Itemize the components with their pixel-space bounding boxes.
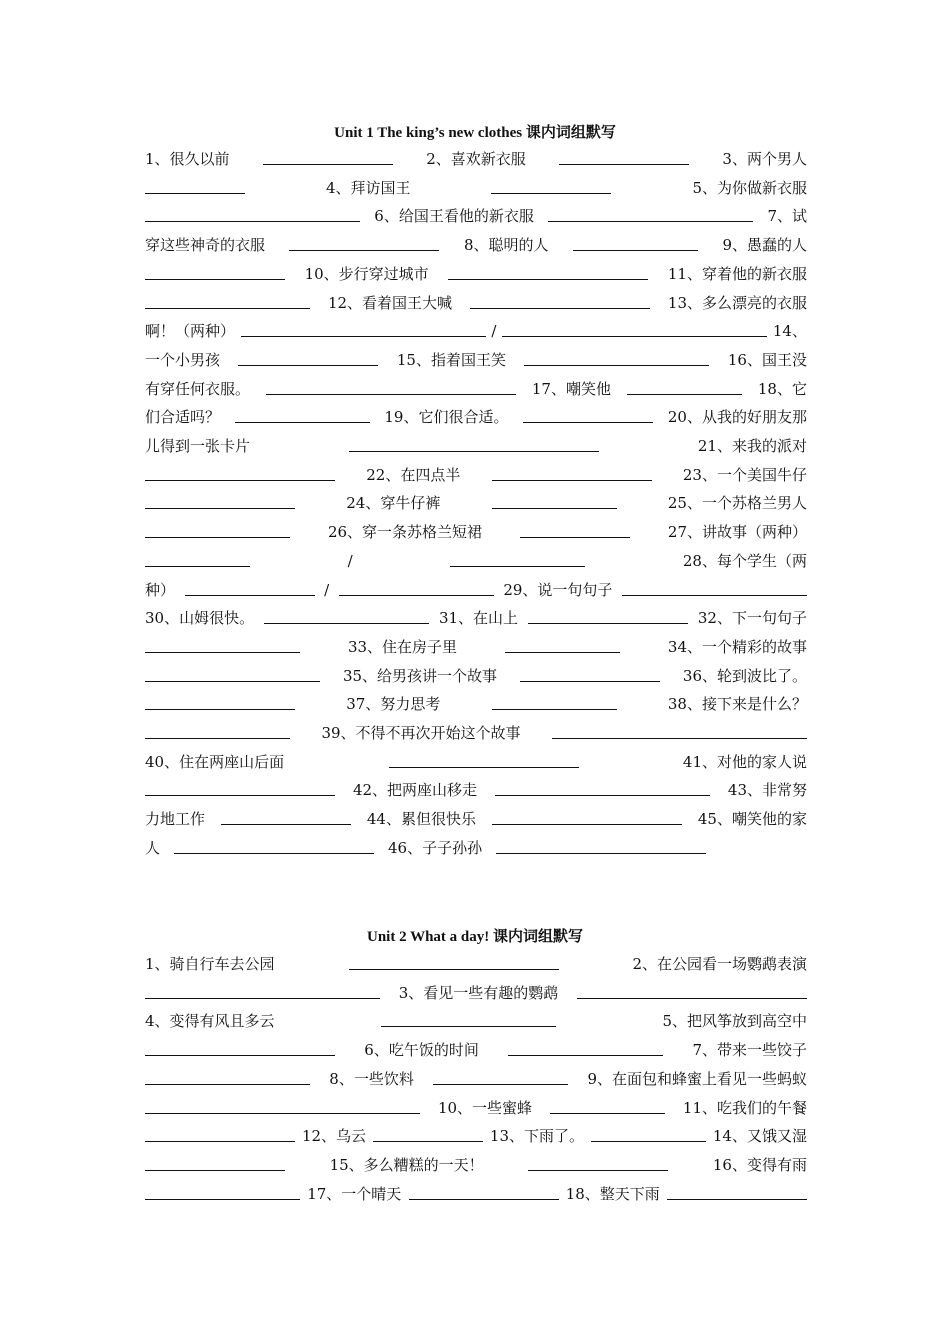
exercise-prompt: 36、轮到波比了。 xyxy=(682,666,807,685)
exercise-line xyxy=(145,1183,807,1205)
exercise-prompt: 12、看着国王大喊 xyxy=(327,293,453,312)
exercise-prompt: 12、乌云 xyxy=(301,1127,367,1146)
answer-blank[interactable] xyxy=(505,636,620,653)
unit1-title: Unit 1 The king’s new clothes 课内词组默写 xyxy=(334,125,616,141)
answer-blank[interactable] xyxy=(266,378,516,395)
exercise-prompt: 20、从我的好朋友那 xyxy=(667,408,807,427)
exercise-prompt: 15、多么糟糕的一天！ xyxy=(329,1155,484,1174)
answer-blank[interactable] xyxy=(145,1125,295,1142)
exercise-prompt: 4、变得有风且多云 xyxy=(145,1012,275,1031)
exercise-line xyxy=(145,263,807,285)
answer-blank[interactable] xyxy=(145,665,320,682)
exercise-prompt: 42、把两座山移走 xyxy=(352,781,478,800)
answer-blank[interactable] xyxy=(591,1125,706,1142)
exercise-prompt: 39、不得不再次开始这个故事 xyxy=(321,724,521,742)
exercise-prompt: 46、子子孙孙 xyxy=(388,838,483,857)
answer-blank[interactable] xyxy=(492,464,652,481)
exercise-prompt: 35、给男孩讲一个故事 xyxy=(342,666,498,685)
exercise-prompt: 25、一个苏格兰男人 xyxy=(667,494,807,513)
exercise-line xyxy=(145,837,807,859)
answer-blank[interactable] xyxy=(221,808,351,825)
answer-blank[interactable] xyxy=(508,1039,663,1056)
exercise-line xyxy=(145,722,807,744)
answer-blank[interactable] xyxy=(667,1183,807,1200)
exercise-line xyxy=(145,1010,807,1032)
exercise-prompt: 24、穿牛仔裤 xyxy=(346,494,441,513)
exercise-line xyxy=(145,953,807,975)
answer-blank[interactable] xyxy=(409,1183,559,1200)
answer-blank[interactable] xyxy=(145,1039,335,1056)
answer-blank[interactable] xyxy=(349,435,599,452)
answer-blank[interactable] xyxy=(622,579,807,596)
exercise-prompt: 14、又饿又湿 xyxy=(712,1127,807,1146)
answer-blank[interactable] xyxy=(528,1154,668,1171)
exercise-prompt: 有穿任何衣服。 xyxy=(145,379,251,398)
exercise-prompt: / xyxy=(347,551,353,570)
exercise-line xyxy=(145,234,807,256)
exercise-prompt: 11、吃我们的午餐 xyxy=(682,1098,807,1117)
answer-blank[interactable] xyxy=(145,492,295,509)
exercise-prompt: 23、一个美国牛仔 xyxy=(682,465,807,484)
exercise-prompt: 31、在山上 xyxy=(438,609,519,628)
exercise-prompt: 45、嘲笑他的家 xyxy=(697,810,807,829)
exercise-prompt: 10、步行穿过城市 xyxy=(304,264,429,283)
answer-blank[interactable] xyxy=(238,349,378,366)
answer-blank[interactable] xyxy=(491,177,611,194)
answer-blank[interactable] xyxy=(145,521,290,538)
exercise-prompt: 3、两个男人 xyxy=(722,150,807,168)
answer-blank[interactable] xyxy=(573,234,698,251)
answer-blank[interactable] xyxy=(492,492,617,509)
exercise-prompt: 13、多么漂亮的衣服 xyxy=(667,293,807,312)
answer-blank[interactable] xyxy=(349,953,559,970)
exercise-prompt: 力地工作 xyxy=(145,810,206,829)
exercise-line xyxy=(145,1125,807,1147)
exercise-line xyxy=(145,320,807,342)
answer-blank[interactable] xyxy=(381,1010,556,1027)
exercise-prompt: 8、聪明的人 xyxy=(463,236,549,255)
answer-blank[interactable] xyxy=(145,1068,310,1085)
exercise-prompt: 14、 xyxy=(772,322,807,341)
exercise-line xyxy=(145,292,807,314)
answer-blank[interactable] xyxy=(145,693,295,710)
exercise-prompt: 34、一个精彩的故事 xyxy=(667,637,807,656)
exercise-prompt: 44、累但很快乐 xyxy=(366,810,476,829)
answer-blank[interactable] xyxy=(145,205,360,222)
exercise-line xyxy=(145,492,807,514)
answer-blank[interactable] xyxy=(495,779,710,796)
answer-blank[interactable] xyxy=(502,320,767,337)
answer-blank[interactable] xyxy=(145,263,285,280)
exercise-line xyxy=(145,636,807,658)
answer-blank[interactable] xyxy=(235,406,370,423)
exercise-line xyxy=(145,148,807,170)
exercise-line xyxy=(145,982,807,1004)
answer-blank[interactable] xyxy=(241,320,486,337)
exercise-prompt: 一个小男孩 xyxy=(145,350,221,369)
exercise-prompt: 21、来我的派对 xyxy=(697,437,807,455)
exercise-line xyxy=(145,1039,807,1061)
exercise-line xyxy=(145,378,807,400)
exercise-line xyxy=(145,665,807,687)
answer-blank[interactable] xyxy=(389,751,579,768)
exercise-line xyxy=(145,1068,807,1090)
exercise-prompt: 15、指着国王笑 xyxy=(396,350,506,369)
exercise-prompt: 1、很久以前 xyxy=(145,150,230,168)
answer-blank[interactable] xyxy=(520,521,630,538)
exercise-line xyxy=(145,177,807,199)
exercise-prompt: 18、它 xyxy=(757,379,807,398)
exercise-line xyxy=(145,1154,807,1176)
answer-blank[interactable] xyxy=(145,1097,420,1114)
answer-blank[interactable] xyxy=(145,292,310,309)
exercise-line xyxy=(145,406,807,428)
exercise-prompt: 5、为你做新衣服 xyxy=(692,178,807,197)
exercise-line xyxy=(145,550,807,572)
exercise-prompt: 11、穿着他的新衣服 xyxy=(667,264,807,283)
answer-blank[interactable] xyxy=(450,550,585,567)
exercise-line xyxy=(145,1097,807,1119)
exercise-prompt: 27、讲故事（两种） xyxy=(667,523,807,542)
answer-blank[interactable] xyxy=(289,234,439,251)
exercise-prompt: 16、变得有雨 xyxy=(712,1155,807,1174)
exercise-prompt: 38、接下来是什么？ xyxy=(667,695,807,714)
exercise-line xyxy=(145,349,807,371)
exercise-prompt: 10、一些蜜蜂 xyxy=(437,1098,533,1117)
exercise-prompt: 28、每个学生（两 xyxy=(682,551,807,570)
exercise-line xyxy=(145,808,807,830)
answer-blank[interactable] xyxy=(520,665,660,682)
answer-blank[interactable] xyxy=(339,579,494,596)
exercise-line xyxy=(145,751,807,773)
answer-blank[interactable] xyxy=(433,1068,568,1085)
exercise-prompt: 37、努力思考 xyxy=(346,695,441,714)
exercise-prompt: 们合适吗？ xyxy=(145,408,221,427)
exercise-prompt: 32、下一句句子 xyxy=(697,609,807,628)
answer-blank[interactable] xyxy=(550,1097,665,1114)
exercise-prompt: 6、给国王看他的新衣服 xyxy=(374,207,534,226)
answer-blank[interactable] xyxy=(145,464,335,481)
answer-blank[interactable] xyxy=(577,982,807,999)
answer-blank[interactable] xyxy=(524,349,709,366)
answer-blank[interactable] xyxy=(492,693,617,710)
exercise-prompt: 33、住在房子里 xyxy=(347,637,458,656)
exercise-prompt: 2、在公园看一场鹦鹉表演 xyxy=(632,955,807,973)
answer-blank[interactable] xyxy=(145,779,335,796)
answer-blank[interactable] xyxy=(552,722,807,739)
exercise-prompt: / xyxy=(491,322,497,341)
exercise-prompt: 22、在四点半 xyxy=(366,465,461,484)
exercise-line xyxy=(145,435,807,457)
exercise-line xyxy=(145,779,807,801)
answer-blank[interactable] xyxy=(559,148,689,165)
answer-blank[interactable] xyxy=(627,378,742,395)
exercise-line xyxy=(145,607,807,629)
exercise-line xyxy=(145,579,807,601)
exercise-prompt: 4、拜访国王 xyxy=(325,178,411,197)
answer-blank[interactable] xyxy=(523,406,653,423)
exercise-prompt: 18、整天下雨 xyxy=(565,1184,660,1203)
exercise-prompt: 2、喜欢新衣服 xyxy=(426,150,526,168)
exercise-prompt: 人 xyxy=(145,838,161,857)
exercise-prompt: 7、带来一些饺子 xyxy=(692,1041,807,1060)
answer-blank[interactable] xyxy=(185,579,315,596)
answer-blank[interactable] xyxy=(528,607,688,624)
exercise-prompt: 16、国王没 xyxy=(727,350,807,369)
answer-blank[interactable] xyxy=(145,1183,300,1200)
answer-blank[interactable] xyxy=(264,607,429,624)
exercise-prompt: 40、住在两座山后面 xyxy=(145,752,285,771)
exercise-prompt: 17、一个晴天 xyxy=(307,1184,402,1203)
exercise-line xyxy=(145,205,807,227)
exercise-prompt: / xyxy=(324,580,330,599)
exercise-prompt: 43、非常努 xyxy=(727,781,807,800)
answer-blank[interactable] xyxy=(145,550,250,567)
exercise-prompt: 5、把风筝放到高空中 xyxy=(662,1012,807,1031)
exercise-prompt: 9、在面包和蜂蜜上看见一些蚂蚁 xyxy=(587,1069,807,1088)
exercise-prompt: 41、对他的家人说 xyxy=(682,752,807,771)
answer-blank[interactable] xyxy=(145,636,300,653)
answer-blank[interactable] xyxy=(263,148,393,165)
exercise-prompt: 19、它们很合适。 xyxy=(384,408,509,427)
answer-blank[interactable] xyxy=(145,1154,285,1171)
exercise-prompt: 啊！（两种） xyxy=(145,322,236,341)
unit2-title: Unit 2 What a day! 课内词组默写 xyxy=(367,929,583,945)
exercise-line xyxy=(145,521,807,543)
exercise-prompt: 26、穿一条苏格兰短裙 xyxy=(327,523,483,542)
answer-blank[interactable] xyxy=(470,292,650,309)
answer-blank[interactable] xyxy=(492,808,682,825)
answer-blank[interactable] xyxy=(145,982,380,999)
answer-blank[interactable] xyxy=(145,177,245,194)
answer-blank[interactable] xyxy=(548,205,753,222)
exercise-prompt: 29、说一句句子 xyxy=(503,580,613,599)
exercise-line xyxy=(145,464,807,486)
exercise-prompt: 6、吃午饭的时间 xyxy=(364,1041,479,1060)
answer-blank[interactable] xyxy=(373,1125,483,1142)
answer-blank[interactable] xyxy=(174,837,374,854)
exercise-prompt: 1、骑自行车去公园 xyxy=(145,955,275,973)
exercise-prompt: 9、愚蠢的人 xyxy=(722,236,807,255)
exercise-prompt: 穿这些神奇的衣服 xyxy=(145,236,266,255)
exercise-prompt: 儿得到一张卡片 xyxy=(145,437,251,455)
answer-blank[interactable] xyxy=(496,837,706,854)
exercise-prompt: 30、山姆很快。 xyxy=(145,609,255,628)
answer-blank[interactable] xyxy=(448,263,648,280)
exercise-prompt: 17、嘲笑他 xyxy=(531,379,611,398)
exercise-prompt: 8、一些饮料 xyxy=(329,1069,414,1088)
exercise-prompt: 3、看见一些有趣的鹦鹉 xyxy=(398,983,559,1002)
answer-blank[interactable] xyxy=(145,722,290,739)
exercise-line xyxy=(145,693,807,715)
exercise-prompt: 13、下雨了。 xyxy=(489,1127,584,1146)
exercise-prompt: 种） xyxy=(145,580,176,599)
exercise-prompt: 7、试 xyxy=(767,207,807,226)
